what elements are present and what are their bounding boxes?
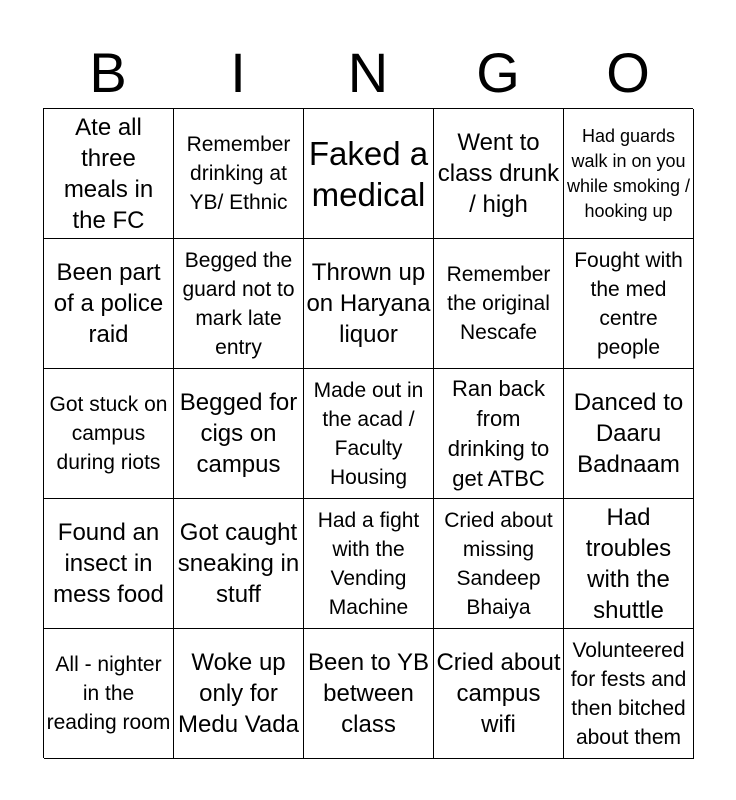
bingo-cell[interactable] <box>44 369 174 499</box>
bingo-cell-text: Woke up only for Medu Vada <box>178 649 299 738</box>
bingo-cell[interactable] <box>304 109 434 239</box>
bingo-grid <box>43 108 693 758</box>
bingo-cell-text: Been to YB between class <box>308 649 429 738</box>
bingo-cell[interactable] <box>174 109 304 239</box>
bingo-cell[interactable] <box>44 499 174 629</box>
bingo-cell[interactable] <box>174 369 304 499</box>
bingo-cell-text: Found an insect in mess food <box>53 519 164 608</box>
bingo-cell-text: Remember the original Nescafe <box>446 263 551 344</box>
bingo-cell-text: Begged for cigs on campus <box>179 389 298 478</box>
bingo-cell[interactable] <box>564 109 694 239</box>
header-letter-o: O <box>606 41 650 104</box>
bingo-cell[interactable] <box>564 369 694 499</box>
bingo-cell[interactable] <box>564 239 694 369</box>
bingo-cell[interactable] <box>44 629 174 759</box>
bingo-cell[interactable] <box>434 499 564 629</box>
bingo-cell[interactable] <box>304 239 434 369</box>
bingo-cell[interactable] <box>304 629 434 759</box>
bingo-cell[interactable] <box>434 369 564 499</box>
bingo-cell[interactable] <box>434 109 564 239</box>
bingo-cell[interactable] <box>304 369 434 499</box>
header-letter-g: G <box>476 41 520 104</box>
bingo-cell-text: All - nighter in the reading room <box>46 653 171 734</box>
bingo-cell-text: Faked a medical <box>308 134 429 213</box>
bingo-cell[interactable] <box>174 629 304 759</box>
bingo-cell-text: Cried about campus wifi <box>436 649 561 738</box>
bingo-cell[interactable] <box>44 239 174 369</box>
bingo-cell-text: Begged the guard not to mark late entry <box>182 248 295 359</box>
bingo-cell-text: Thrown up on Haryana liquor <box>306 259 431 348</box>
bingo-cell-text: Went to class drunk / high <box>437 129 560 218</box>
bingo-cell[interactable] <box>44 109 174 239</box>
bingo-cell-text: Got stuck on campus during riots <box>49 393 168 474</box>
bingo-cell-text: Ate all three meals in the FC <box>63 113 154 234</box>
bingo-cell-text: Had a fight with the Vending Machine <box>317 508 420 619</box>
bingo-cell-text: Volunteered for fests and then bitched about them <box>570 638 687 749</box>
bingo-cell-text: Fought with the med centre people <box>574 248 683 359</box>
bingo-cell[interactable] <box>564 629 694 759</box>
bingo-cell[interactable] <box>434 239 564 369</box>
bingo-cell-text: Been part of a police raid <box>53 259 164 348</box>
bingo-cell[interactable] <box>564 499 694 629</box>
bingo-cell-text: Remember drinking at YB/ Ethnic <box>186 133 291 214</box>
bingo-cell[interactable] <box>174 239 304 369</box>
bingo-cell[interactable] <box>304 499 434 629</box>
bingo-cell-text: Got caught sneaking in stuff <box>177 519 300 608</box>
bingo-cell-text: Cried about missing Sandeep Bhaiya <box>444 508 553 619</box>
header-letter-i: I <box>230 41 246 104</box>
header-letter-n: N <box>347 41 389 104</box>
bingo-cell-text: Made out in the acad / Faculty Housing <box>313 378 424 489</box>
bingo-cell[interactable] <box>434 629 564 759</box>
bingo-cell[interactable] <box>174 499 304 629</box>
bingo-cell-text: Danced to Daaru Badnaam <box>573 389 684 478</box>
bingo-cell-text: Had troubles with the shuttle <box>585 503 672 624</box>
bingo-cell-text: Had guards walk in on you while smoking / hooking up <box>566 125 691 221</box>
bingo-cell-text: Ran back from drinking to get ATBC <box>447 375 550 491</box>
bingo-header <box>43 40 693 106</box>
header-letter-b: B <box>89 41 127 104</box>
